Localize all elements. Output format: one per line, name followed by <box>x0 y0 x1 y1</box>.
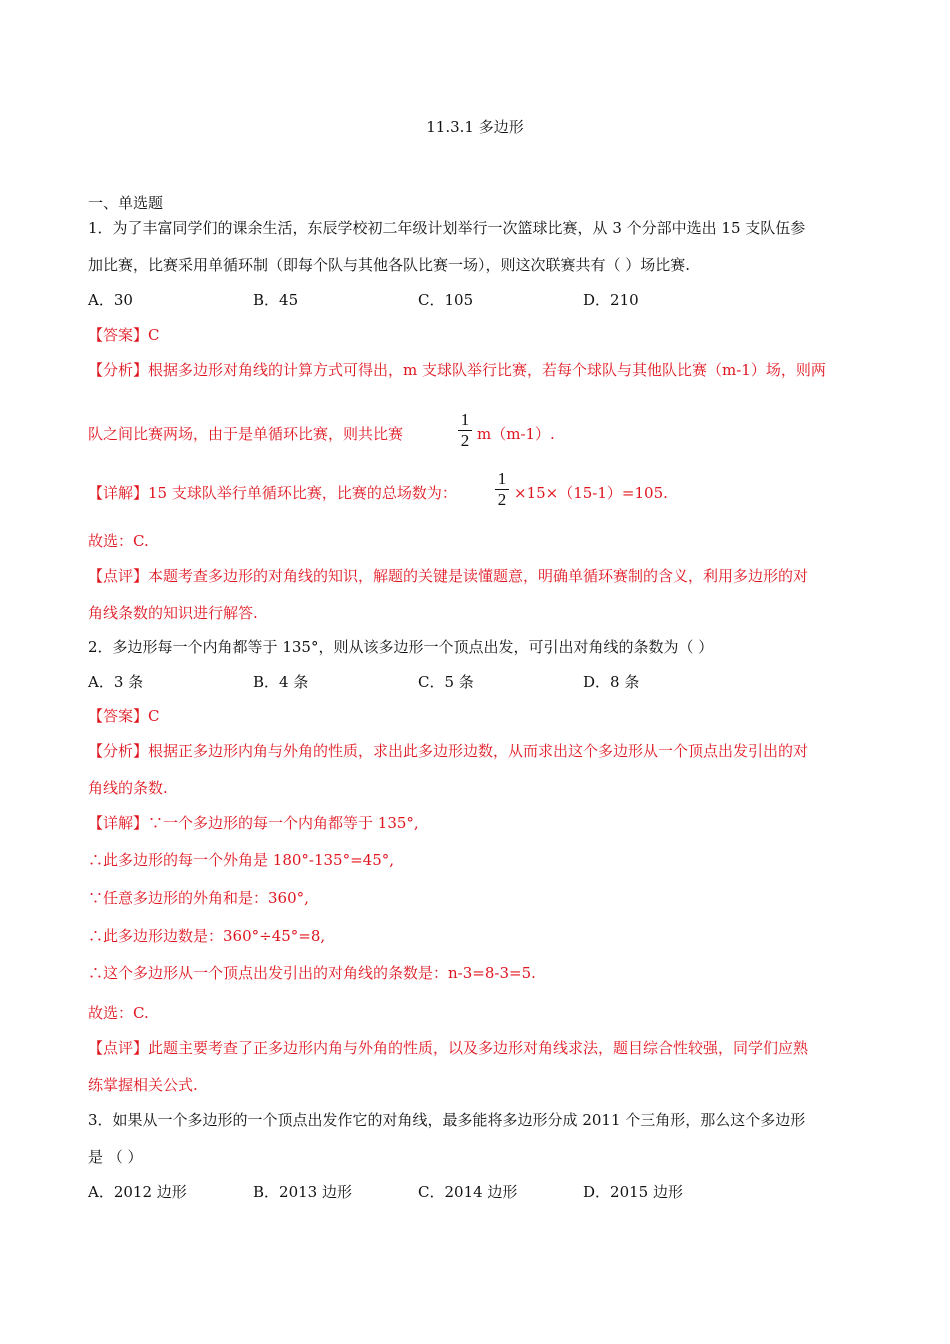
q3-option-b: B．2013 边形 <box>253 1183 352 1201</box>
q2-detail-line-2: ∴此多边形的每一个外角是 180°-135°=45°, <box>88 851 395 869</box>
q3-stem-line-1: 3．如果从一个多边形的一个顶点出发作它的对角线，最多能将多边形分成 2011 个三角形，那么这个多边形 <box>88 1111 806 1129</box>
q1-comment-line-2: 角线条数的知识进行解答. <box>88 604 258 622</box>
q1-option-a: A．30 <box>88 291 133 309</box>
q1-choose: 故选：C. <box>88 532 149 550</box>
q2-detail-line-1: 【详解】∵一个多边形的每一个内角都等于 135°, <box>88 814 419 832</box>
q1-detail: 【详解】15 支球队举行单循环比赛，比赛的总场数为： <box>88 484 457 502</box>
q1-option-d: D．210 <box>583 291 639 309</box>
q1-answer: 【答案】C <box>88 326 160 344</box>
fraction-numerator: 1 <box>460 410 470 429</box>
q1-comment-line-1: 【点评】本题考查多边形的对角线的知识，解题的关键是读懂题意，明确单循环赛制的含义，利用多边形的对 <box>88 567 809 585</box>
q2-analysis-line-1: 【分析】根据正多边形内角与外角的性质，求出此多边形边数，从而求出这个多边形从一个顶点出发引出的对 <box>88 742 809 760</box>
q2-option-c: C．5 条 <box>418 673 474 691</box>
fraction-numerator: 1 <box>497 469 507 488</box>
q1-analysis-line-2: 队之间比赛两场，由于是单循环比赛，则共比赛 <box>88 425 404 443</box>
q3-option-c: C．2014 边形 <box>418 1183 518 1201</box>
q2-stem: 2．多边形每一个内角都等于 135°，则从该多边形一个顶点出发，可引出对角线的条数为（ ） <box>88 638 714 656</box>
q1-analysis-tail: m（m-1）. <box>477 425 555 443</box>
q1-stem-line-2: 加比赛，比赛采用单循环制（即每个队与其他各队比赛一场），则这次联赛共有（ ）场比赛. <box>88 256 691 274</box>
page-title: 11.3.1 多边形 <box>426 118 524 136</box>
fraction-denominator: 2 <box>497 490 507 509</box>
q3-option-d: D．2015 边形 <box>583 1183 683 1201</box>
q1-analysis-line-1: 【分析】根据多边形对角线的计算方式可得出，m 支球队举行比赛，若每个球队与其他队比赛（m-1）场，则两 <box>88 361 826 379</box>
q2-detail-line-4: ∴此多边形边数是：360°÷45°=8, <box>88 927 326 945</box>
q2-option-d: D．8 条 <box>583 673 640 691</box>
q1-analysis-fraction <box>458 411 472 450</box>
q2-answer: 【答案】C <box>88 707 160 725</box>
q2-option-b: B．4 条 <box>253 673 309 691</box>
section-heading: 一、单选题 <box>88 194 164 212</box>
q2-choose: 故选：C. <box>88 1004 149 1022</box>
fraction-denominator: 2 <box>460 431 470 450</box>
q1-option-b: B．45 <box>253 291 299 309</box>
q2-detail-line-5: ∴这个多边形从一个顶点出发引出的对角线的条数是：n-3=8-3=5. <box>88 964 536 982</box>
q2-analysis-line-2: 角线的条数. <box>88 779 168 797</box>
q2-option-a: A．3 条 <box>88 673 144 691</box>
q1-detail-tail: ×15×（15-1）=105. <box>514 484 668 502</box>
q1-stem-line-1: 1．为了丰富同学们的课余生活，东辰学校初二年级计划举行一次篮球比赛，从 3 个分部中选出 15 支队伍参 <box>88 219 806 237</box>
q1-option-c: C．105 <box>418 291 474 309</box>
q2-comment-line-2: 练掌握相关公式. <box>88 1076 198 1094</box>
q1-detail-fraction <box>495 470 509 509</box>
q3-stem-line-2: 是 （ ） <box>88 1148 143 1166</box>
q2-comment-line-1: 【点评】此题主要考查了正多边形内角与外角的性质，以及多边形对角线求法，题目综合性较强，同学们应熟 <box>88 1039 809 1057</box>
q2-detail-line-3: ∵任意多边形的外角和是：360°, <box>88 889 309 907</box>
q3-option-a: A．2012 边形 <box>88 1183 187 1201</box>
